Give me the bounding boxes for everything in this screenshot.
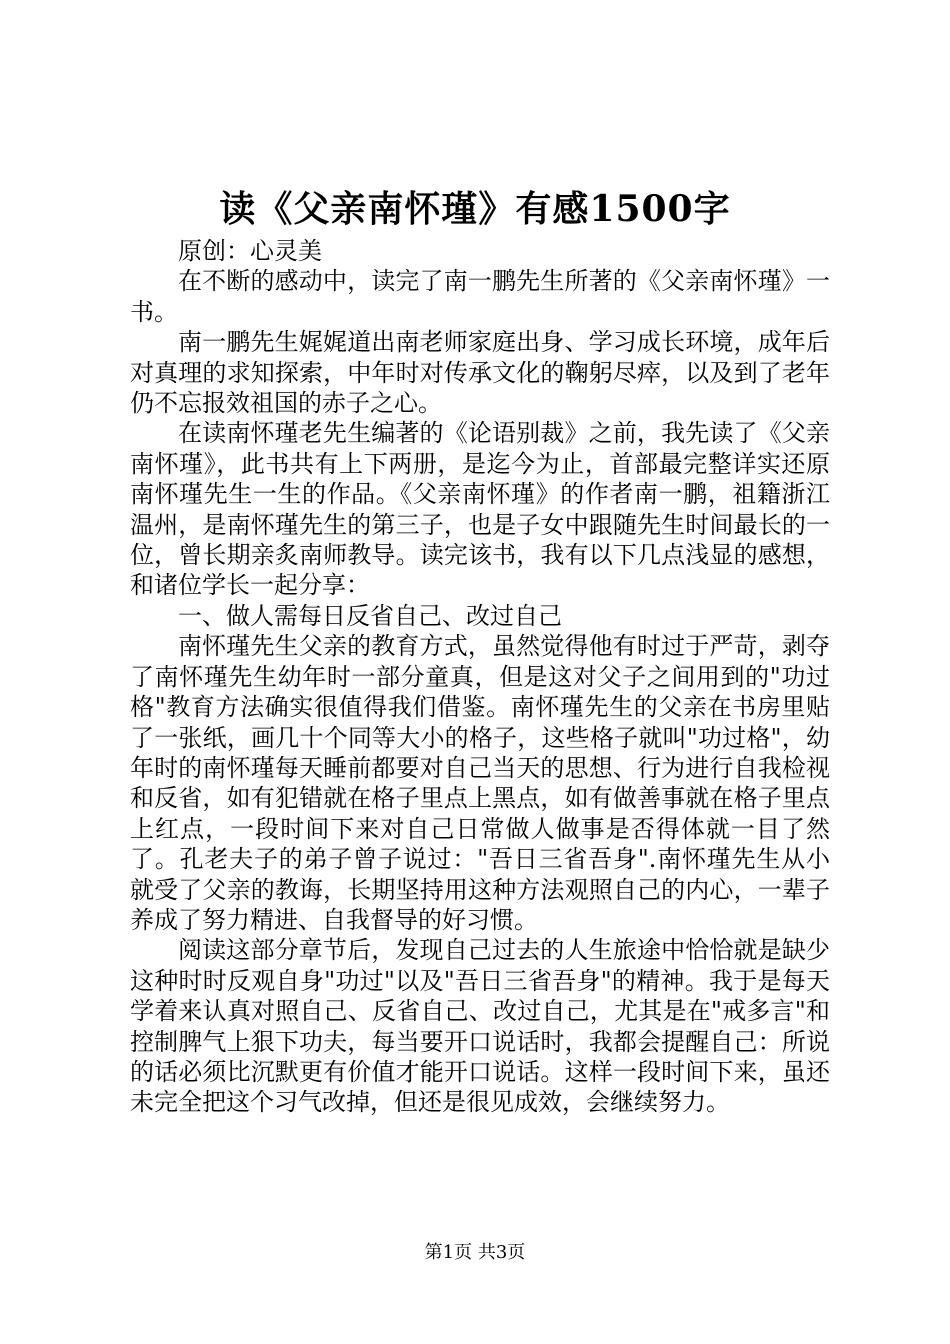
paragraph: 南怀瑾先生父亲的教育方式，虽然觉得他有时过于严苛，剥夺了南怀瑾先生幼年时一部分童真，但是这对父子之间用到的"功过格"教育方法确实很值得我们借鉴。南怀瑾先生的父亲在书房里贴了一张纸，画几十个同等大小的格子，这些格子就叫"功过格"，幼年时的南怀瑾每天睡前都要对自己当天的思想、行为进行自我检视和反省，如有犯错就在格子里点上黑点，如有做善事就在格子里点上红点，一段时间下来对自己日常做人做事是否得体就一目了然了。孔老夫子的弟子曾子说过："吾日三省吾身".南怀瑾先生从小就受了父亲的教诲，长期坚持用这种方法观照自己的内心，一辈子养成了努力精进、自我督导的好习惯。 bbox=[130, 632, 830, 934]
paragraph: 阅读这部分章节后，发现自己过去的人生旅途中恰恰就是缺少这种时时反观自身"功过"以及"吾日三省吾身"的精神。我于是每天学着来认真对照自己、反省自己、改过自己，尤其是在"戒多言"和控制脾气上狠下功夫，每当要开口说话时，我都会提醒自己：所说的话必须比沉默更有价值才能开口说话。这样一段时间下来，虽还未完全把这个习气改掉，但还是很见成效，会继续努力。 bbox=[130, 936, 830, 1117]
document-body bbox=[130, 236, 830, 1118]
paragraph: 南一鹏先生娓娓道出南老师家庭出身、学习成长环境，成年后对真理的求知探索，中年时对传承文化的鞠躬尽瘁，以及到了老年仍不忘报效祖国的赤子之心。 bbox=[130, 328, 830, 418]
section-heading: 一、做人需每日反省自己、改过自己 bbox=[178, 601, 562, 630]
document-title: 读《父亲南怀瑾》有感1500字 bbox=[219, 188, 731, 230]
paragraph: 在读南怀瑾老先生编著的《论语别裁》之前，我先读了《父亲南怀瑾》，此书共有上下两册，是迄今为止，首部最完整详实还原南怀瑾先生一生的作品。《父亲南怀瑾》的作者南一鹏，祖籍浙江温州，是南怀瑾先生的第三子，也是子女中跟随先生时间最长的一位，曾长期亲炙南师教导。读完该书，我有以下几点浅显的感想，和诸位学长一起分享： bbox=[130, 419, 830, 600]
paragraph: 在不断的感动中，读完了南一鹏先生所著的《父亲南怀瑾》一书。 bbox=[130, 267, 830, 326]
author-line: 原创：心灵美 bbox=[178, 237, 322, 265]
page-footer: 第1页 共3页 bbox=[424, 1242, 526, 1263]
